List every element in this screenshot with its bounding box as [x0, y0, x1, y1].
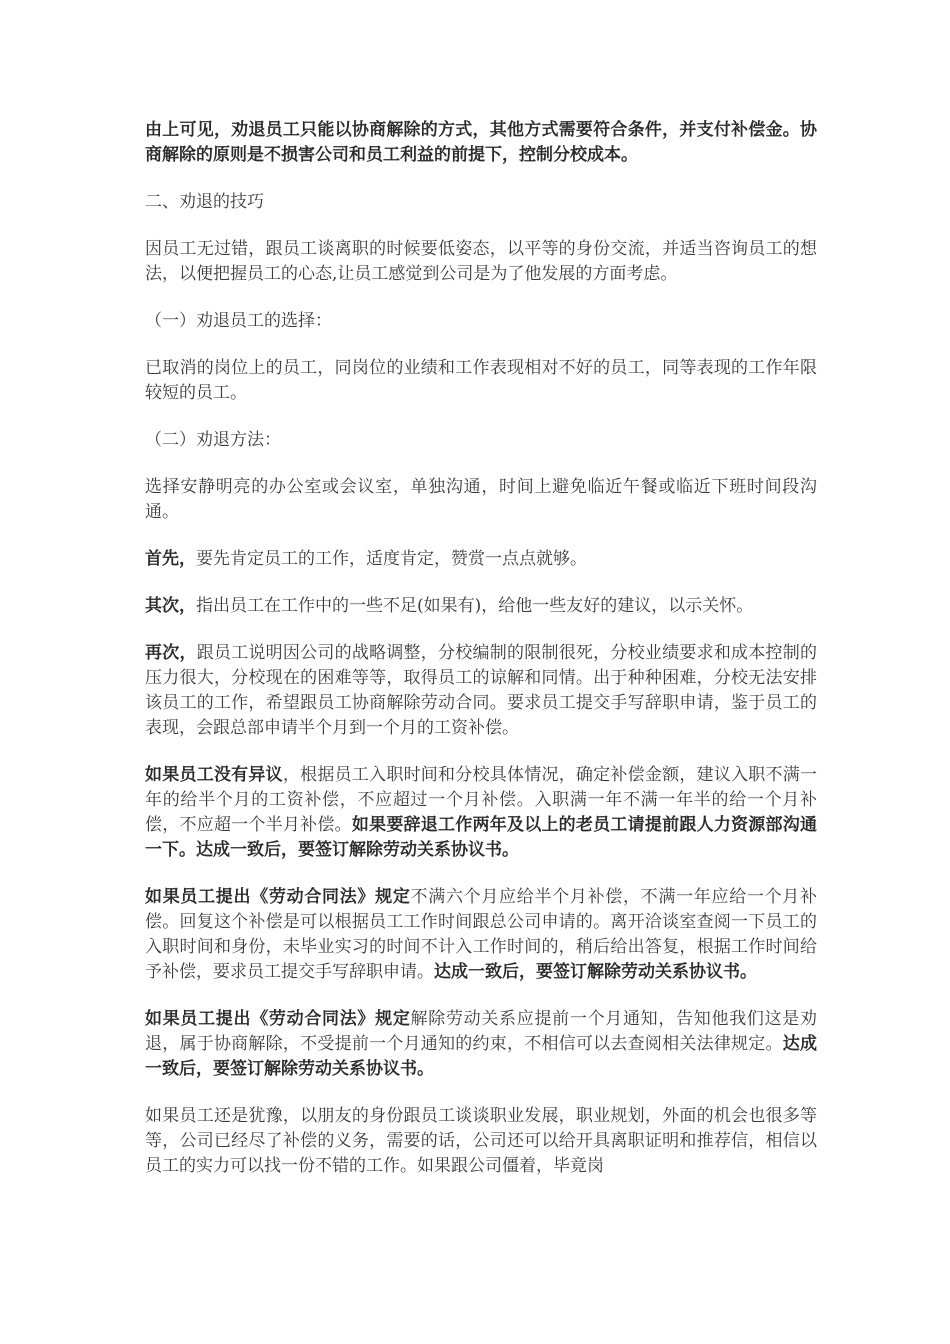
paragraph-labor-law-compensation-text: 不满六个月应给半个月补偿，不满一年应给一个月补偿。回复这个补偿是可以根据员工工作时间跟总公司申请的。离开洽谈室查阅一下员工的入职时间和身份，未毕业实习的时间不计入工作时间的，稍后给出答复，根据工作时间给予补偿，要求员工提交手写辞职申请。	[145, 887, 818, 982]
paragraph-labor-law-notice-tail: 达成一致后，要签订解除劳动关系协议书。	[145, 1034, 818, 1079]
paragraph-third-text: 跟员工说明因公司的战略调整，分校编制的限制很死，分校业绩要求和成本控制的压力很大，分校现在的困难等等，取得员工的谅解和同情。出于种种困难，分校无法安排该员工的工作，希望跟员工协商解除劳动合同。要求员工提交手写辞职申请，鉴于员工的表现，会跟总部申请半个月到一个月的工资补偿。	[145, 643, 818, 738]
paragraph-labor-law-compensation	[145, 885, 817, 985]
paragraph-first-text: 要先肯定员工的工作，适度肯定，赞赏一点点就够。	[196, 549, 587, 569]
paragraph-labor-law-compensation-lead: 如果员工提出《劳动合同法》规定	[145, 887, 411, 907]
paragraph-no-objection-lead: 如果员工没有异议	[145, 765, 283, 785]
paragraph-selection: 已取消的岗位上的员工，同岗位的业绩和工作表现相对不好的员工，同等表现的工作年限较短的员工。	[145, 358, 817, 403]
paragraph-third-lead: 再次，	[145, 643, 197, 663]
paragraph-no-objection-text: ，根据员工入职时间和分校具体情况，确定补偿金额，建议入职不满一年的给半个月的工资补偿，不应超过一个月补偿。入职满一年不满一年半的给一个月补偿，不应超一个半月补偿。	[145, 765, 818, 835]
section-heading-skills: 二、劝退的技巧	[145, 192, 264, 212]
paragraph-no-objection	[145, 763, 817, 863]
subheading-method: （二）劝退方法：	[145, 430, 281, 450]
paragraph-attitude: 因员工无过错，跟员工谈离职的时候要低姿态，以平等的身份交流，并适当咨询员工的想法，以便把握员工的心态,让员工感觉到公司是为了他发展的方面考虑。	[145, 239, 817, 284]
paragraph-labor-law-notice	[145, 1007, 817, 1082]
paragraph-venue: 选择安静明亮的办公室或会议室，单独沟通，时间上避免临近午餐或临近下班时间段沟通。	[145, 477, 817, 522]
paragraph-second	[145, 594, 817, 619]
paragraph-labor-law-notice-text: 解除劳动关系应提前一个月通知，告知他我们这是劝退，属于协商解除，不受提前一个月通知的约束，不相信可以去查阅相关法律规定。	[145, 1009, 818, 1054]
paragraph-third	[145, 641, 817, 741]
paragraph-no-objection-tail: 如果要辞退工作两年及以上的老员工请提前跟人力资源部沟通一下。达成一致后，要签订解除劳动关系协议书。	[145, 815, 818, 860]
document-page	[145, 118, 817, 1201]
paragraph-hesitation: 如果员工还是犹豫，以朋友的身份跟员工谈谈职业发展，职业规划，外面的机会也很多等等，公司已经尽了补偿的义务，需要的话，公司还可以给开具离职证明和推荐信，相信以员工的实力可以找一份不错的工作。如果跟公司僵着，毕竟岗	[145, 1106, 817, 1176]
paragraph-labor-law-compensation-tail: 达成一致后，要签订解除劳动关系协议书。	[434, 962, 757, 982]
paragraph-first-lead: 首先，	[145, 549, 196, 569]
paragraph-second-text: 指出员工在工作中的一些不足(如果有)，给他一些友好的建议，以示关怀。	[196, 596, 754, 616]
paragraph-summary: 由上可见，劝退员工只能以协商解除的方式，其他方式需要符合条件，并支付补偿金。协商解除的原则是不损害公司和员工利益的前提下，控制分校成本。	[145, 120, 817, 165]
paragraph-labor-law-notice-lead: 如果员工提出《劳动合同法》规定	[145, 1009, 411, 1029]
paragraph-first	[145, 547, 817, 572]
subheading-selection: （一）劝退员工的选择：	[145, 311, 332, 331]
paragraph-second-lead: 其次，	[145, 596, 196, 616]
